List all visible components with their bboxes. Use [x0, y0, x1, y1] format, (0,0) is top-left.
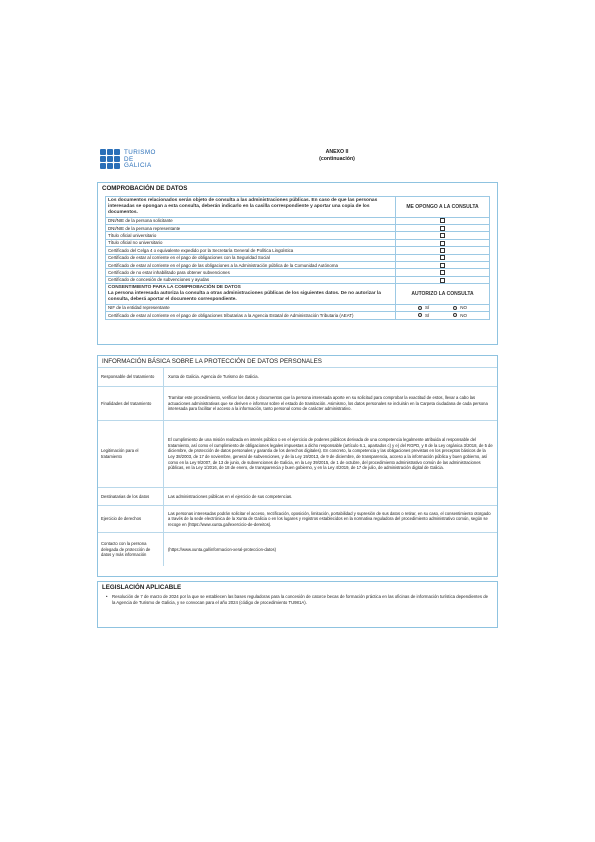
- no-label: NO: [460, 305, 467, 311]
- oppose-item-label: Certificado de estar al corriente en el pago de las obligaciones a la Administración pública de la Comunidad Autónoma: [106, 262, 396, 268]
- info-table: [98, 367, 497, 566]
- oppose-row: [106, 240, 489, 247]
- oppose-checkbox[interactable]: [440, 226, 445, 231]
- consent-item-label: NIF de la entidad representante: [106, 305, 396, 311]
- info-text: Las administraciones públicas en el ejercicio de sus competencias.: [168, 493, 293, 499]
- proteccion-datos-section: [97, 355, 498, 577]
- info-text: Tramitar este procedimiento, verificar los datos y documentos que la persona interesada aporte en su solicitud para comprobar la exactitud de estos, llevar a cabo las actuaciones administrativas que se deriven e informar sobre el estado de tramitación. Asimismo, los datos personales se incluirán en la Carpeta ciudadana de cada persona interesada para facilitar el acceso a la información, tanto personal como de carácter administrativo.: [168, 395, 488, 412]
- anexo-heading: [302, 149, 372, 163]
- oppose-row: [106, 218, 489, 225]
- oppose-checkbox[interactable]: [440, 241, 445, 246]
- oppose-item-label: Certificado de concesión de subvenciones y ayudas: [106, 277, 396, 283]
- anexo-subtitle: (continuación): [319, 156, 355, 162]
- oppose-item-label: Certificado de no estar inhabilitado para obtener subvenciones: [106, 269, 396, 275]
- info-row: [98, 367, 497, 386]
- info-row: [98, 532, 497, 566]
- oppose-checkbox[interactable]: [440, 270, 445, 275]
- oppose-header: ME OPONGO A LA CONSULTA: [406, 203, 479, 210]
- oppose-item-label: Certificado de estar al corriente en el pago de obligaciones con la Seguridad Social: [106, 255, 396, 261]
- oppose-row: [106, 269, 489, 276]
- consent-intro: La persona interesada autoriza la consulta a otras administraciones públicas de los siguientes datos. De no autorizar la consulta, deberá aportar el documento correspondiente.: [108, 290, 381, 303]
- oppose-checkbox[interactable]: [440, 255, 445, 260]
- logo-line-1: TURISMO: [124, 149, 156, 157]
- info-label: Responsable del tratamiento: [98, 368, 164, 386]
- no-label: NO: [460, 312, 467, 318]
- info-text: El cumplimiento de una misión realizada en interés público o en el ejercicio de poderes públicos derivada de una competencia legalmente atribuida al responsable del tratamiento, así como el cumplimiento de obligaciones legales impuestas a dicho responsable (artículo 6.1, apartados c) y e) del RGPD, y 8 de la Ley orgánica 3/2018, de 5 de diciembre, de protección de datos personales y garantía de los derechos digitales). En concreto, la competencia y las obligaciones previstas en los preceptos básicos de la Ley 38/2003, de 17 de noviembre, general de subvenciones, y de la Ley 19/2013, de 9 de diciembre, de transparencia, acceso a la información pública y buen gobierno, así como en la Ley 9/2007, de 13 de junio, de subvenciones de Galicia, en la Ley 39/2015, de 1 de octubre, del procedimiento administrativo común de las administraciones públicas, en la Ley 1/2016, de 18 de enero, de transparencia y buen gobierno, y en la Ley 4/2019, de 17 de julio, de administración digital de Galicia.: [168, 437, 493, 471]
- legislation-item: • Resolución de 7 de marzo de 2024 por la que se establecen las bases reguladoras para la concesión de catorce becas de formación práctica en las oficinas de información turística dependientes de la Agencia de Turismo de Galicia, y se convocan para el año 2024 (código de procedimiento TU981A).: [98, 594, 497, 606]
- consent-item-label: Certificado de estar al corriente en el pago de obligaciones tributarias a la Agencia Estatal de Administración Tributaria (AEAT): [106, 312, 396, 318]
- logo-mark-icon: [100, 149, 120, 171]
- info-text: Las personas interesadas podrán solicitar el acceso, rectificación, oposición, limitación, portabilidad y supresión de sus datos o retirar, en su caso, el consentimiento otorgado a través de la sede electrónica de la Xunta de Galicia o en los lugares y registros establecidos en la normativa reguladora del procedimiento administrativo común, según se recoge en (https://www.xunta.gal/exercicio-de-dereitos).: [168, 510, 491, 527]
- consent-row: [106, 305, 489, 312]
- consent-intro-block: [106, 284, 396, 304]
- oppose-intro: Los documentos relacionados serán objeto de consulta a las administraciones públicas. En caso de que las personas interesadas se opongan a esta consulta, deberán indicarlo en la casilla correspondiente y aportar una copia de los documentos.: [106, 197, 396, 217]
- section-title: COMPROBACIÓN DE DATOS: [102, 185, 188, 192]
- oppose-item-label: Título oficial universitario: [106, 232, 396, 238]
- oppose-checkbox[interactable]: [440, 263, 445, 268]
- oppose-item-label: DNI/NIE de la persona representante: [106, 225, 396, 231]
- no-radio[interactable]: [453, 305, 467, 310]
- logo-line-2: DE: [124, 155, 134, 163]
- oppose-row: [106, 255, 489, 262]
- yes-radio[interactable]: [418, 305, 429, 310]
- info-label: Ejercicio de derechos: [98, 506, 164, 532]
- oppose-item-label: Certificado del Celga 4 o equivalente expedido por la Secretaría General de Política Lingüística: [106, 247, 396, 253]
- yes-label: SÍ: [424, 305, 430, 311]
- info-text: Xunta de Galicia. Agencia de Turismo de Galicia.: [168, 374, 259, 380]
- yes-radio[interactable]: [418, 313, 429, 318]
- info-row: [98, 505, 497, 532]
- yes-label: SÍ: [424, 312, 430, 318]
- oppose-checkbox[interactable]: [440, 233, 445, 238]
- oppose-checkbox[interactable]: [440, 278, 445, 283]
- section-title: INFORMACIÓN BÁSICA SOBRE LA PROTECCIÓN DE DATOS PERSONALES: [102, 358, 322, 365]
- oppose-table: [105, 196, 490, 320]
- oppose-row: [106, 225, 489, 232]
- legislacion-section: [97, 581, 498, 628]
- info-text: (https://www.xunta.gal/informacion-xeral-proteccion-datos): [168, 546, 276, 552]
- consent-title: CONSENTIMIENTO PARA LA COMPROBACIÓN DE DATOS: [108, 284, 241, 290]
- document-header: [97, 146, 498, 174]
- no-radio[interactable]: [453, 313, 467, 318]
- anexo-title: ANEXO II: [325, 149, 349, 155]
- oppose-row: [106, 277, 489, 284]
- oppose-row: [106, 232, 489, 239]
- info-label: Finalidades del tratamiento: [98, 387, 164, 420]
- oppose-row: [106, 262, 489, 269]
- info-label: Destinatarias de los datos: [98, 488, 164, 505]
- comprobacion-datos-section: [97, 182, 498, 345]
- authorize-header: AUTORIZO LA CONSULTA: [411, 290, 474, 297]
- oppose-row: [106, 247, 489, 254]
- logo-line-3: GALICIA: [124, 162, 152, 170]
- consent-row: [106, 312, 489, 318]
- oppose-checkbox[interactable]: [440, 248, 445, 253]
- oppose-checkbox[interactable]: [440, 218, 445, 223]
- oppose-item-label: DNI/NIE de la persona solicitante: [106, 218, 396, 224]
- info-label: Contacto con la persona delegada de protección de datos y más información: [98, 533, 164, 566]
- oppose-item-label: Título oficial no universitario: [106, 240, 396, 246]
- info-row: [98, 420, 497, 487]
- turismo-de-galicia-logo: [100, 146, 170, 174]
- info-label: Legitimación para el tratamiento: [98, 421, 164, 487]
- section-title: LEGISLACIÓN APLICABLE: [102, 584, 182, 591]
- info-row: [98, 487, 497, 505]
- info-row: [98, 386, 497, 420]
